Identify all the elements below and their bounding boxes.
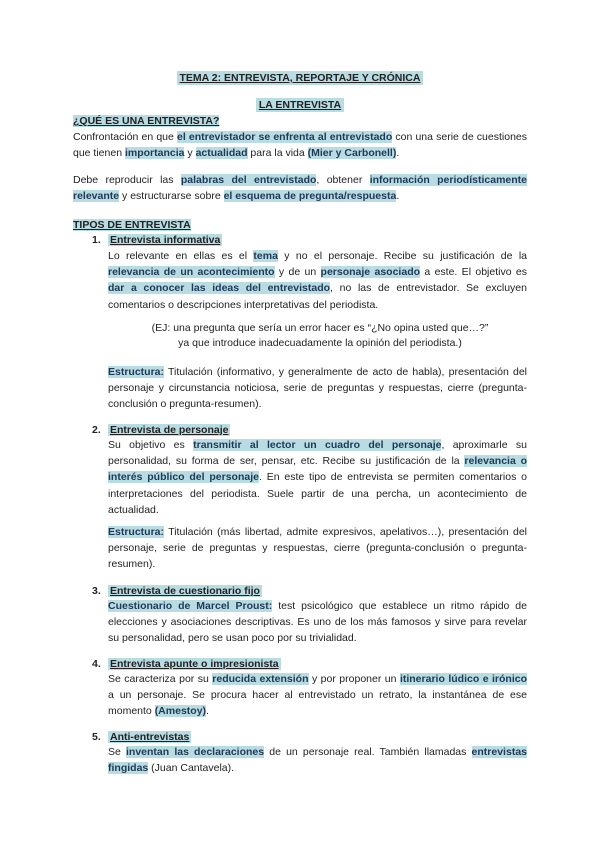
paragraph-structure-personaje: Estructura: Titulación (más libertad, admite expresivos, apelativos…), presentación del personaje, serie de preguntas y respuestas, cierre (pregunta-conclusión o pregunta-resumen). [108,526,527,571]
paragraph-requirements: Debe reproducir las palabras del entrevistado, obtener información periodísticamente relevante y estructurarse sobre el esquema de pregunta/respuesta. [73,174,527,203]
list-item-informativa: 1. Entrevista informativa [92,234,221,246]
paragraph-informativa: Lo relevante en ellas es el tema y no el personaje. Recibe su justificación de la relevancia de un acontecimiento y de un personaje asociado a este. El objetivo es dar a conocer las ideas del entrevistado, no las de entrevistador. Se excluyen comentarios o descripciones interpretativas del periodista. [108,250,528,311]
document-title: TEMA 2: ENTREVISTA, REPORTAJE Y CRÓNICA [0,72,600,84]
paragraph-apunte: Se caracteriza por su reducida extensión y por proponer un itinerario lúdico e irónico a un personaje. Se procura hacer al entrevistado un retrato, la instantánea de ese momento (Amestoy). [108,673,527,718]
paragraph-anti-entrevistas: Se inventan las declaraciones de un personaje real. También llamadas entrevistas fingidas (Juan Cantavela). [108,746,527,775]
paragraph-structure-informativa: Estructura: Titulación (informativo, y generalmente de acto de habla), presentación del personaje y circunstancia noticiosa, serie de preguntas y respuestas, cierre (pregunta-conclusión o pregunta-resumen). [108,366,527,411]
document-subtitle: LA ENTREVISTA [0,99,600,111]
section-heading-what-is: ¿QUÉ ES UNA ENTREVISTA? [73,115,220,127]
list-item-apunte: 4. Entrevista apunte o impresionista [92,658,279,670]
paragraph-cuestionario: Cuestionario de Marcel Proust: test psicológico que establece un ritmo rápido de elecciones y asociaciones descriptivas. Es uno de los más famosos y sirve para revelar su personalidad, pero se usan poco por su trivialidad. [108,600,527,645]
paragraph-personaje: Su objetivo es transmitir al lector un cuadro del personaje, aproximarle su personalidad, su forma de ser, pensar, etc. Recibe su justificación de la relevancia o interés público del personaje. En este tipo de entrevista se permiten comentarios o interpretaciones del periodista. Suele partir de una percha, un acontecimiento de actualidad. [108,439,528,516]
example-note: (EJ: una pregunta que sería un error hacer es “¿No opina usted que…?” ya que introduce inadecuadamente la opinión del periodista.) [151,322,489,349]
list-item-cuestionario: 3. Entrevista de cuestionario fijo [92,585,260,597]
list-item-personaje: 2. Entrevista de personaje [92,424,229,436]
section-heading-types: TIPOS DE ENTREVISTA [73,219,191,231]
paragraph-definition: Confrontación en que el entrevistador se enfrenta al entrevistado con una serie de cuestiones que tienen importancia y actualidad para la vida (Mier y Carbonell). [73,131,528,160]
list-item-anti-entrevistas: 5. Anti-entrevistas [92,731,190,743]
